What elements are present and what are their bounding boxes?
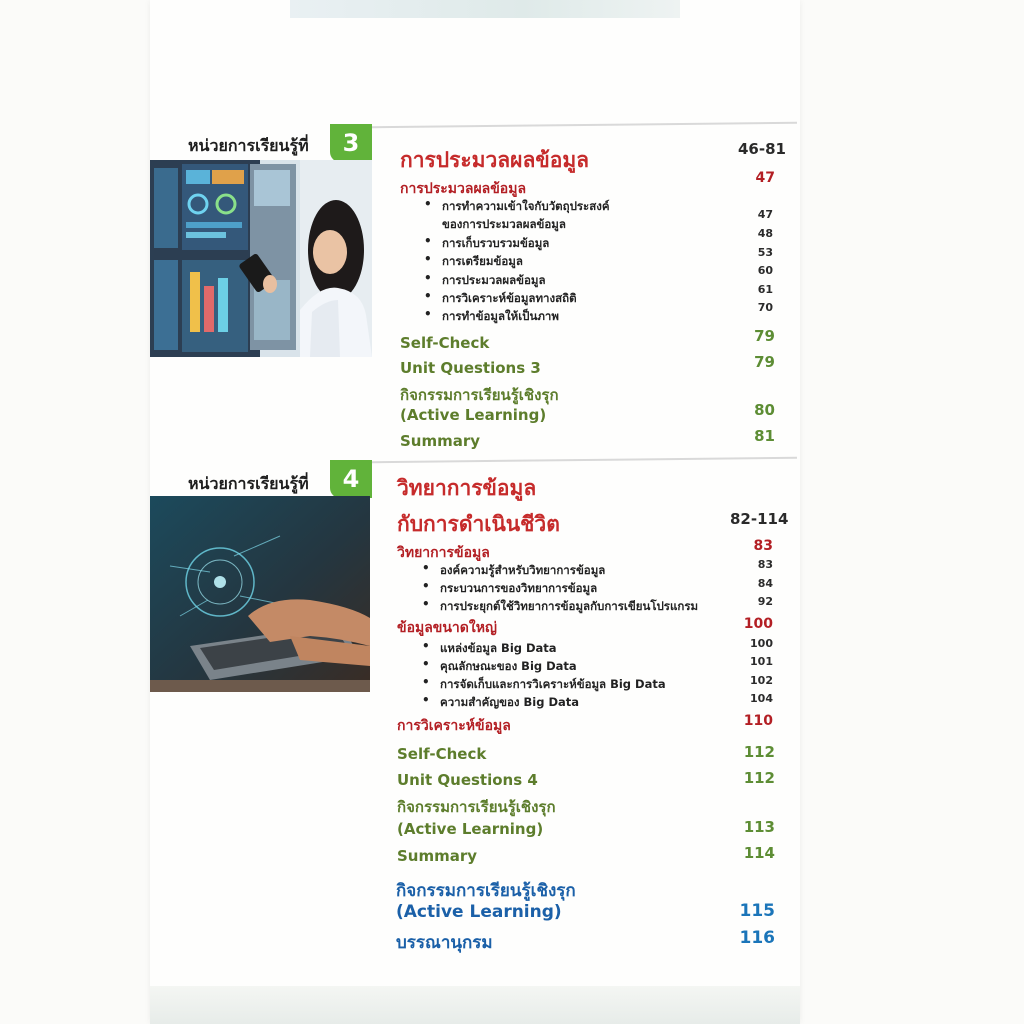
- unit-4-section-3-title: การวิเคราะห์ข้อมูล: [397, 718, 511, 734]
- unit-4-active-learning-line1: กิจกรรมการเรียนรู้เชิงรุก: [397, 798, 556, 816]
- unit-3-bullet-2: • การเก็บรวบรวมข้อมูล: [442, 235, 549, 253]
- unit-4-chapter-pages: 82-114: [730, 510, 789, 528]
- unit-3-bullet-1-line2: ของการประมวลผลข้อมูล: [442, 217, 566, 231]
- unit-3-number-badge: 3: [330, 124, 372, 162]
- unit-4-s1-bullet-3: • การประยุกต์ใช้วิทยาการข้อมูลกับการเขียนโปรแกรม: [440, 598, 698, 616]
- unit-4-self-check: Self-Check: [397, 745, 487, 763]
- unit-4-s1-bullet-3-page: 92: [757, 595, 773, 608]
- back-active-learning-page: 115: [739, 901, 775, 921]
- unit-4-s1-bullet-2: • กระบวนการของวิทยาการข้อมูล: [440, 580, 597, 598]
- unit-4-section-1-page: 83: [753, 538, 773, 554]
- unit-3-photo: [150, 160, 372, 357]
- unit-3-bullet-1-page: 47: [757, 208, 773, 221]
- unit-4-section-3-page: 110: [743, 713, 773, 729]
- unit-4-summary-page: 114: [743, 844, 775, 862]
- unit-4-s2-bullet-2-page: 101: [750, 655, 773, 668]
- unit-3-bullet-6: • การทำข้อมูลให้เป็นภาพ: [442, 308, 559, 326]
- unit-3-bullet-2-page: 48: [757, 227, 773, 240]
- unit-3-bullet-3-page: 53: [757, 246, 773, 259]
- unit-4-s2-bullet-2: • คุณลักษณะของ Big Data: [440, 658, 577, 676]
- back-active-learning-line1: กิจกรรมการเรียนรู้เชิงรุก: [396, 881, 576, 901]
- unit-3-active-learning-line2: (Active Learning): [400, 406, 547, 424]
- unit-4-photo: [150, 496, 370, 692]
- unit-4-chapter-title-line1: วิทยาการข้อมูล: [397, 476, 537, 500]
- unit-4-summary: Summary: [397, 847, 478, 865]
- unit-3-summary-page: 81: [754, 427, 775, 445]
- bottom-edge-strip: [150, 986, 800, 1024]
- bibliography-page: 116: [739, 928, 775, 948]
- unit-3-unit-questions: Unit Questions 3: [400, 359, 541, 377]
- unit-4-s1-bullet-1: • องค์ความรู้สำหรับวิทยาการข้อมูล: [440, 562, 605, 580]
- unit-3-active-learning-line1: กิจกรรมการเรียนรู้เชิงรุก: [400, 386, 559, 404]
- unit-4-s2-bullet-4: • ความสำคัญของ Big Data: [440, 694, 579, 712]
- unit-4-s2-bullet-3: • การจัดเก็บและการวิเคราะห์ข้อมูล Big Data: [440, 676, 666, 694]
- unit-3-section-page: 47: [755, 170, 775, 186]
- unit-4-self-check-page: 112: [743, 743, 775, 761]
- unit-4-chapter-title-line2: กับการดำเนินชีวิต: [397, 512, 560, 536]
- unit-4-section-2-page: 100: [743, 616, 773, 632]
- unit-4-active-learning-line2: (Active Learning): [397, 820, 544, 838]
- unit-3-active-learning-page: 80: [754, 401, 775, 419]
- unit-3-label: หน่วยการเรียนรู้ที่: [188, 136, 309, 155]
- back-active-learning-line2: (Active Learning): [396, 902, 562, 922]
- unit-4-label: หน่วยการเรียนรู้ที่: [188, 474, 309, 493]
- unit-4-unit-questions-page: 112: [743, 769, 775, 787]
- unit-3-bullet-4: • การประมวลผลข้อมูล: [442, 272, 546, 290]
- unit-3-self-check: Self-Check: [400, 334, 490, 352]
- unit-3-summary: Summary: [400, 432, 481, 450]
- unit-4-section-1-title: วิทยาการข้อมูล: [397, 545, 490, 561]
- unit-4-s2-bullet-1-page: 100: [750, 637, 773, 650]
- unit-3-bullet-3: • การเตรียมข้อมูล: [442, 253, 523, 271]
- unit-3-bullet-5: • การวิเคราะห์ข้อมูลทางสถิติ: [442, 290, 577, 308]
- unit-4-s2-bullet-4-page: 104: [750, 692, 773, 705]
- unit-3-bullet-5-page: 61: [757, 283, 773, 296]
- unit-4-unit-questions: Unit Questions 4: [397, 771, 538, 789]
- unit-3-bullet-4-page: 60: [757, 264, 773, 277]
- unit-3-bullet-1-line1: • การทำความเข้าใจกับวัตถุประสงค์: [442, 198, 610, 216]
- unit-3-bullet-6-page: 70: [757, 301, 773, 314]
- unit-3-section-title: การประมวลผลข้อมูล: [400, 181, 527, 197]
- unit-4-s1-bullet-1-page: 83: [757, 558, 773, 571]
- unit-4-section-2-title: ข้อมูลขนาดใหญ่: [397, 620, 497, 636]
- unit-4-s2-bullet-3-page: 102: [750, 674, 773, 687]
- unit-4-s1-bullet-2-page: 84: [757, 577, 773, 590]
- unit-3-chapter-pages: 46-81: [738, 140, 786, 158]
- unit-3-self-check-page: 79: [754, 327, 775, 345]
- unit-4-number-badge: 4: [330, 460, 372, 498]
- unit-4-s2-bullet-1: • แหล่งข้อมูล Big Data: [440, 640, 557, 658]
- unit-3-unit-questions-page: 79: [754, 353, 775, 371]
- bibliography: บรรณานุกรม: [396, 933, 493, 953]
- unit-3-chapter-title: การประมวลผลข้อมูล: [400, 148, 590, 172]
- top-edge-strip: [290, 0, 680, 18]
- unit-4-active-learning-page: 113: [743, 818, 775, 836]
